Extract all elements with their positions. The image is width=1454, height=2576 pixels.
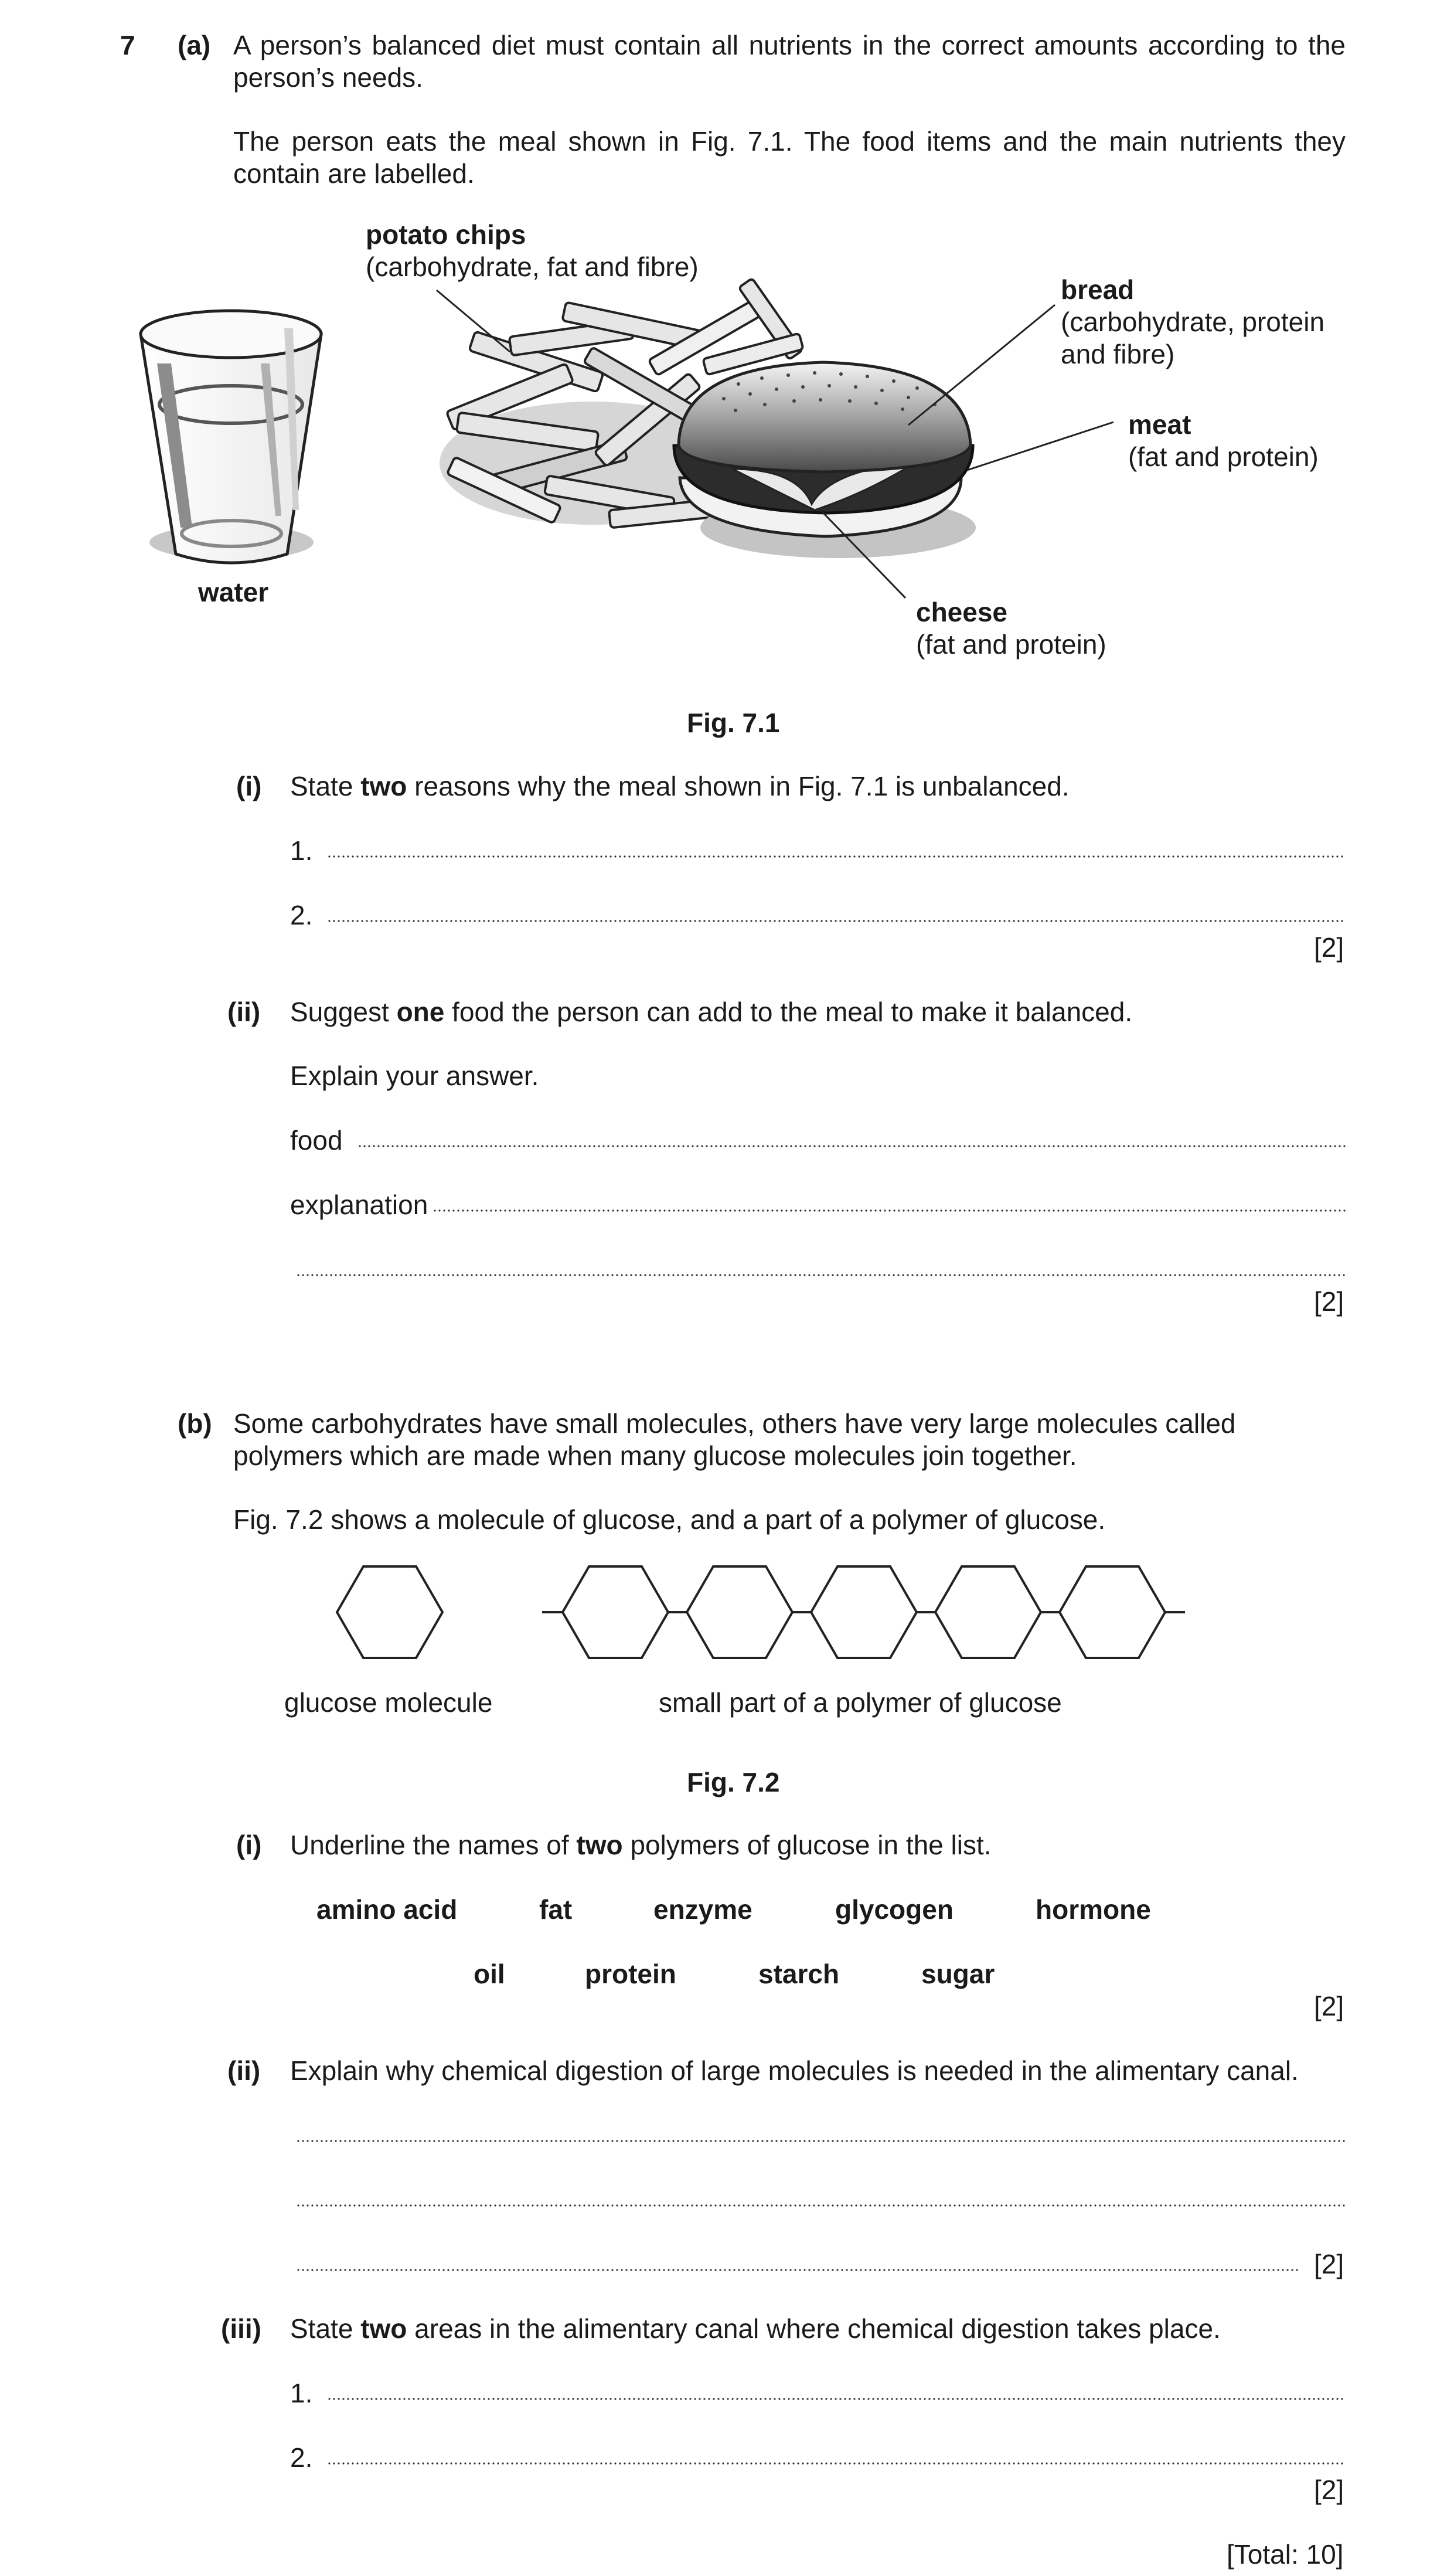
answer-line-a-i-1[interactable] <box>327 855 1346 858</box>
cheese-label: cheese <box>916 597 1008 627</box>
polymer-chain <box>542 1566 1185 1658</box>
answer-line-food[interactable] <box>357 1145 1346 1147</box>
part-b-iii-label: (iii) <box>221 2313 261 2344</box>
glucose-molecule-label: glucose molecule <box>284 1687 493 1718</box>
part-a-label: (a) <box>178 30 211 60</box>
answer-line-b-ii-3[interactable] <box>296 2269 1299 2271</box>
part-b-iii-line2-number: 2. <box>290 2442 313 2473</box>
word-protein[interactable]: protein <box>585 1959 676 1989</box>
part-b-ii-question: Explain why chemical digestion of large molecules is needed in the alimentary canal. <box>290 2055 1299 2086</box>
glucose-figure <box>0 1548 1454 1671</box>
answer-line-explanation-2[interactable] <box>296 1274 1346 1276</box>
answer-line-b-iii-2[interactable] <box>327 2462 1346 2465</box>
part-b-iii-question: State two areas in the alimentary canal where chemical digestion takes place. <box>290 2313 1221 2344</box>
word-oil[interactable]: oil <box>474 1959 505 1989</box>
part-b-i-marks: [2] <box>1314 1991 1344 2021</box>
burger-illustration <box>674 362 976 558</box>
part-a-i-question: State two reasons why the meal shown in Fig. 7.1 is unbalanced. <box>290 771 1070 801</box>
potato-chips-label: potato chips <box>366 219 526 250</box>
word-fat[interactable]: fat <box>539 1894 573 1925</box>
part-a-i-marks: [2] <box>1314 932 1344 963</box>
glucose-hexagon <box>337 1566 442 1658</box>
polymer-label: small part of a polymer of glucose <box>659 1687 1062 1718</box>
answer-line-explanation-1[interactable] <box>433 1209 1346 1212</box>
part-b-ii-marks: [2] <box>1314 2249 1344 2279</box>
part-a-meal-text: The person eats the meal shown in Fig. 7.1. The food items and the main nutrients they contain are labelled. <box>233 126 1346 189</box>
part-a-i-line2-number: 2. <box>290 900 313 930</box>
part-a-i-label: (i) <box>236 771 262 801</box>
word-amino-acid[interactable]: amino acid <box>316 1894 458 1925</box>
word-sugar[interactable]: sugar <box>921 1959 995 1989</box>
answer-line-b-ii-2[interactable] <box>296 2204 1346 2207</box>
part-a-ii-label: (ii) <box>227 997 261 1027</box>
part-a-ii-question: Suggest one food the person can add to the meal to make it balanced. <box>290 997 1133 1027</box>
water-label: water <box>198 577 269 607</box>
part-a-intro: A person’s balanced diet must contain all nutrients in the correct amounts according to the person’s needs. <box>233 30 1346 93</box>
part-b-i-label: (i) <box>236 1830 262 1860</box>
food-label: food <box>290 1125 343 1156</box>
bread-nutrients-line2: and fibre) <box>1061 339 1175 369</box>
part-a-ii-explain: Explain your answer. <box>290 1061 539 1091</box>
figure-7-2-caption: Fig. 7.2 <box>687 1767 780 1797</box>
word-starch[interactable]: starch <box>758 1959 840 1989</box>
question-number: 7 <box>120 30 135 60</box>
bread-label: bread <box>1061 274 1135 305</box>
part-b-i-question: Underline the names of two polymers of glucose in the list. <box>290 1830 992 1860</box>
figure-7-1-caption: Fig. 7.1 <box>687 708 780 738</box>
word-glycogen[interactable]: glycogen <box>835 1894 954 1925</box>
word-enzyme[interactable]: enzyme <box>653 1894 752 1925</box>
explanation-label: explanation <box>290 1190 428 1220</box>
meat-label: meat <box>1128 409 1191 440</box>
answer-line-b-iii-1[interactable] <box>327 2398 1346 2400</box>
part-a-ii-marks: [2] <box>1314 1286 1344 1317</box>
part-b-iii-line1-number: 1. <box>290 2378 313 2408</box>
total-marks: [Total: 10] <box>1227 2539 1344 2570</box>
part-b-label: (b) <box>178 1408 212 1439</box>
part-b-iii-marks: [2] <box>1314 2475 1344 2505</box>
word-hormone[interactable]: hormone <box>1036 1894 1151 1925</box>
part-b-intro: Some carbohydrates have small molecules, others have very large molecules called polymers which are made when many glucose molecules join together. <box>233 1408 1236 1471</box>
part-a-i-line1-number: 1. <box>290 835 313 866</box>
potato-chips-nutrients: (carbohydrate, fat and fibre) <box>366 252 699 282</box>
meat-nutrients: (fat and protein) <box>1128 441 1319 472</box>
part-b-fig-intro: Fig. 7.2 shows a molecule of glucose, and a part of a polymer of glucose. <box>233 1504 1106 1535</box>
glass-of-water-illustration <box>141 311 321 563</box>
part-b-ii-label: (ii) <box>227 2055 261 2086</box>
bread-nutrients-line1: (carbohydrate, protein <box>1061 307 1325 337</box>
answer-line-b-ii-1[interactable] <box>296 2140 1346 2142</box>
cheese-nutrients: (fat and protein) <box>916 629 1106 660</box>
answer-line-a-i-2[interactable] <box>327 920 1346 922</box>
